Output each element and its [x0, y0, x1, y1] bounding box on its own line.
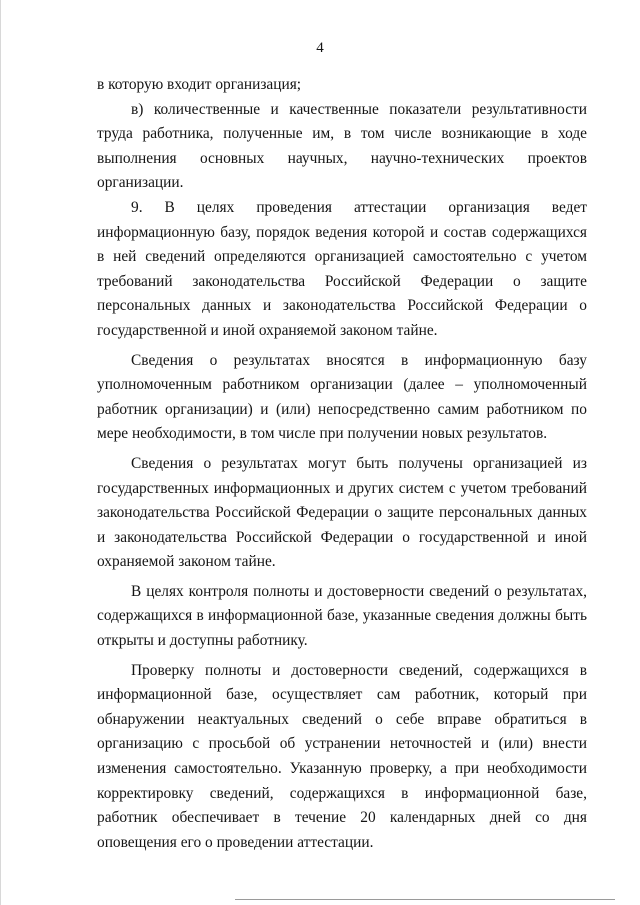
page-number: 4	[316, 40, 324, 56]
paragraph-verification: Проверку полноты и достоверности сведений, содержащихся в информационной базе, осуществляет сам работник, который при обнаружении неактуальных сведений о себе вправе обратиться в организацию с просьбой об устранении неточностей и (или) внести изменения самостоятельно. Указанную проверку, а при необходимости корректировку сведений, содержащихся в информационной базе, работник обеспечивает в течение 20 календарных дней со дня оповещения его о проведении аттестации.	[97, 661, 587, 851]
document-body	[97, 73, 587, 855]
paragraph-clause-9: 9. В целях проведения аттестации организация ведет информационную базу, порядок ведения которой и состав содержащихся в ней сведений определяются организацией самостоятельно с учетом требований законодательства Российской Федерации о защите персональных данных и законодательства Российской Федерации о государственной и иной охраняемой законом тайне.	[97, 198, 587, 339]
scan-bottom-edge	[235, 899, 615, 900]
paragraph-results-sources: Сведения о результатах могут быть получены организацией из государственных информационных и других систем с учетом требований законодательства Российской Федерации о защите персональных данных и законодательства Российской Федерации о государственной и иной охраняемой законом тайне.	[97, 454, 587, 571]
scan-left-edge	[0, 0, 1, 905]
paragraph-item-v: в) количественные и качественные показатели результативности труда работника, полученные им, в том числе возникающие в ходе выполнения основных научных, научно-технических проектов организации.	[97, 100, 587, 192]
paragraph-results-entry: Сведения о результатах вносятся в информационную базу уполномоченным работником организации (далее – уполномоченный работник организации) и (или) непосредственно самим работником по мере необходимости, в том числе при получении новых результатов.	[97, 351, 587, 443]
paragraph-control: В целях контроля полноты и достоверности сведений о результатах, содержащихся в информационной базе, указанные сведения должны быть открыты и доступны работнику.	[97, 582, 587, 650]
paragraph-continuation: в которую входит организация;	[97, 76, 302, 93]
